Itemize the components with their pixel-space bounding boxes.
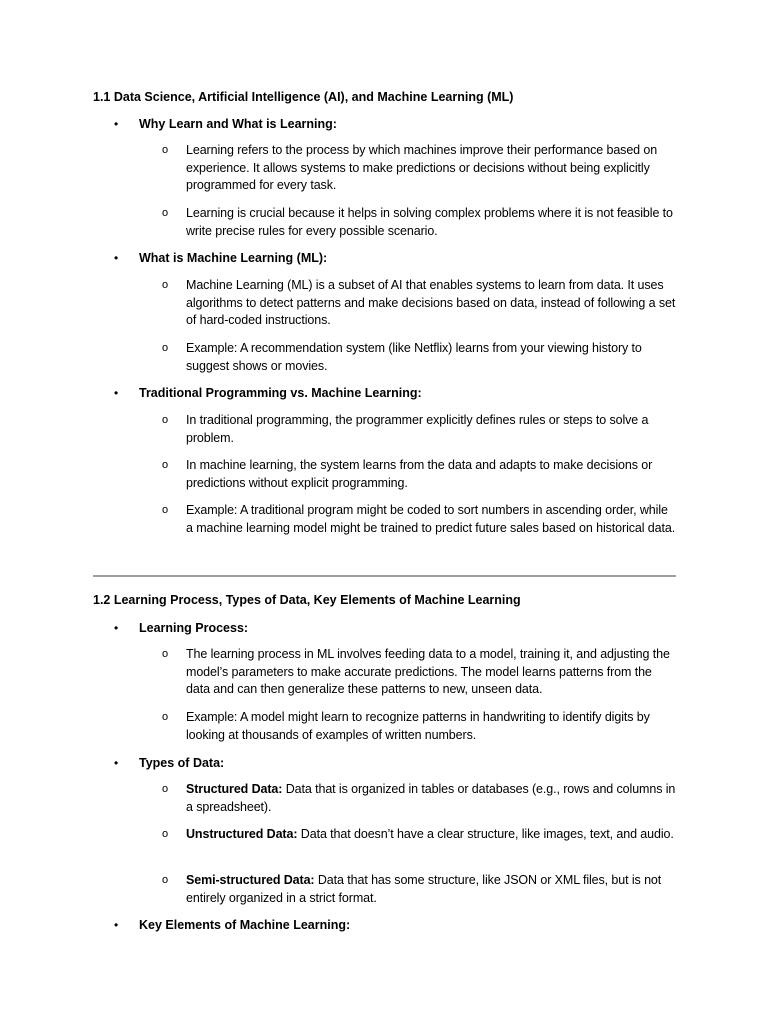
- bullet-label: Key Elements of Machine Learning:: [139, 918, 351, 932]
- term-definition: Data that has some structure, like JSON or XML files, but is not entirely organized in a strict format.: [186, 873, 662, 905]
- term-label: Structured Data:: [186, 782, 283, 796]
- bullet-symbol: •: [114, 117, 119, 131]
- sub-bullet-symbol: o: [162, 279, 169, 291]
- bullet-symbol: •: [114, 918, 119, 932]
- sub-item-text: Example: A traditional program might be coded to sort numbers in ascending order, while a machine learning model might be trained to predict future sales based on historical data.: [186, 503, 676, 535]
- sub-item-text: The learning process in ML involves feeding data to a model, training it, and adjusting the model’s parameters to make accurate predictions. The model learns patterns from the data and can then generalize these patterns to new, unseen data.: [186, 647, 670, 696]
- sub-item-text: [186, 781, 676, 816]
- sub-item-text: [186, 826, 676, 844]
- bullet-label: Learning Process:: [139, 621, 249, 635]
- sub-bullet-symbol: o: [162, 874, 169, 886]
- sub-bullet-symbol: o: [162, 207, 169, 219]
- term-definition: Data that is organized in tables or databases (e.g., rows and columns in a spreadsheet).: [186, 782, 676, 814]
- section-heading-1-1: 1.1 Data Science, Artificial Intelligence (AI), and Machine Learning (ML): [93, 90, 514, 104]
- sub-bullet-symbol: o: [162, 459, 169, 471]
- term-label: Semi-structured Data:: [186, 873, 315, 887]
- sub-item-text: [186, 872, 676, 907]
- sub-item-text: In machine learning, the system learns from the data and adapts to make decisions or predictions without explicit programming.: [186, 458, 653, 490]
- sub-item-text: Example: A model might learn to recognize patterns in handwriting to identify digits by looking at thousands of examples of written numbers.: [186, 710, 650, 742]
- bullet-symbol: •: [114, 621, 119, 635]
- bullet-symbol: •: [114, 386, 119, 400]
- sub-bullet-symbol: o: [162, 144, 169, 156]
- bullet-symbol: •: [114, 756, 119, 770]
- sub-bullet-symbol: o: [162, 711, 169, 723]
- sub-bullet-symbol: o: [162, 648, 169, 660]
- bullet-label: Types of Data:: [139, 756, 225, 770]
- section-divider: [93, 575, 676, 577]
- sub-item-text: In traditional programming, the programmer explicitly defines rules or steps to solve a problem.: [186, 413, 649, 445]
- sub-bullet-symbol: o: [162, 342, 169, 354]
- sub-bullet-symbol: o: [162, 414, 169, 426]
- sub-bullet-symbol: o: [162, 783, 169, 795]
- bullet-label: Why Learn and What is Learning:: [139, 117, 337, 131]
- sub-item-text: Machine Learning (ML) is a subset of AI that enables systems to learn from data. It uses algorithms to detect patterns and make decisions based on data, instead of following a set of hard-coded instructions.: [186, 278, 676, 327]
- term-label: Unstructured Data:: [186, 827, 298, 841]
- sub-bullet-symbol: o: [162, 504, 169, 516]
- bullet-label: Traditional Programming vs. Machine Learning:: [139, 386, 422, 400]
- bullet-symbol: •: [114, 251, 119, 265]
- sub-bullet-symbol: o: [162, 828, 169, 840]
- term-definition: Data that doesn’t have a clear structure, like images, text, and audio.: [297, 827, 674, 841]
- sub-item-text: Learning is crucial because it helps in solving complex problems where it is not feasible to write precise rules for every possible scenario.: [186, 206, 673, 238]
- sub-item-text: Learning refers to the process by which machines improve their performance based on experience. It allows systems to make predictions or decisions without being explicitly programmed for every task.: [186, 143, 658, 192]
- bullet-label: What is Machine Learning (ML):: [139, 251, 328, 265]
- sub-item-text: Example: A recommendation system (like Netflix) learns from your viewing history to suggest shows or movies.: [186, 341, 642, 373]
- section-heading-1-2: 1.2 Learning Process, Types of Data, Key Elements of Machine Learning: [93, 593, 521, 607]
